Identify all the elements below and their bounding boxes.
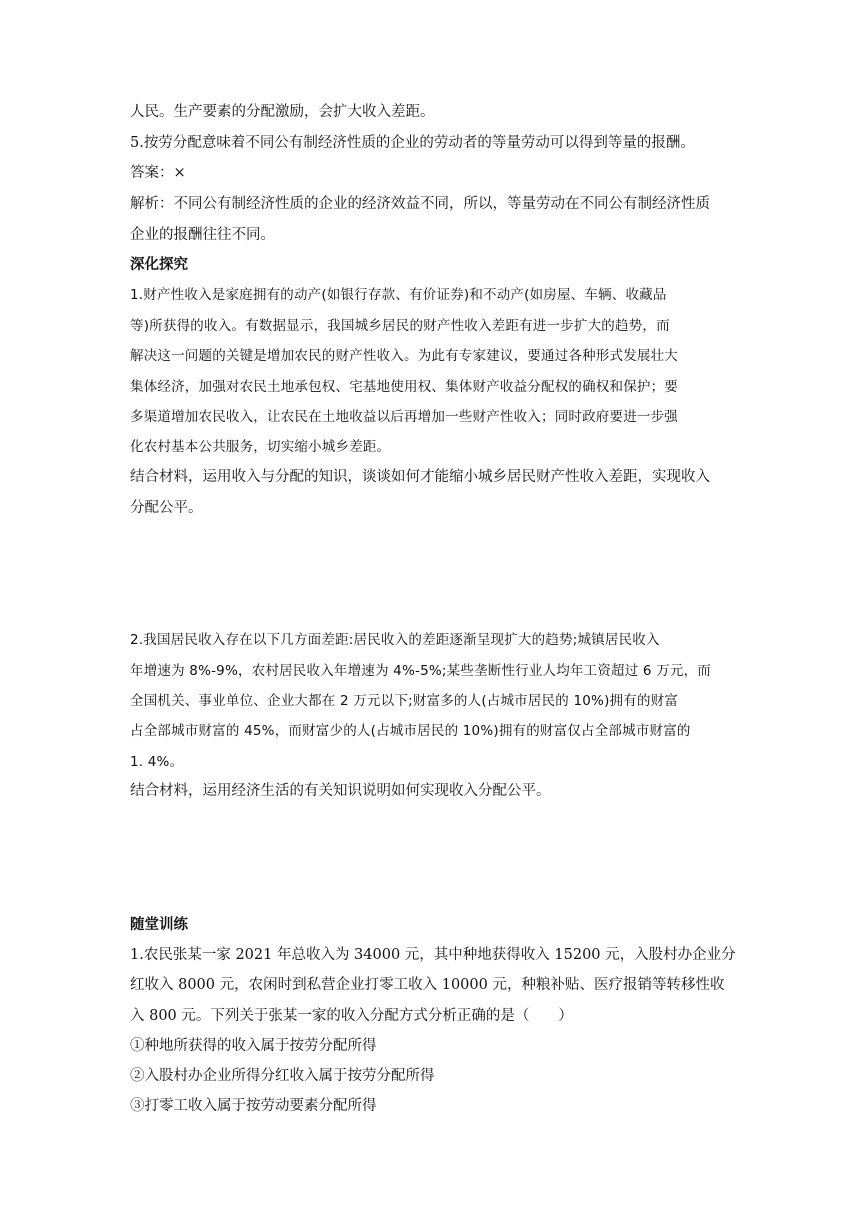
section-heading-deep: 深化探究 [130,257,188,273]
deep-q1-line: 集体经济，加强对农民土地承包权、宅基地使用权、集体财产收益分配权的确权和保护；要 [130,379,678,395]
question-5: 5.按劳分配意味着不同公有制经济性质的企业的劳动者的等量劳动可以得到等量的报酬。 [130,135,695,151]
option-item: ①种地所获得的收入属于按劳分配所得 [130,1038,377,1054]
deep-q2-line: 占全部城市财富的 45%，而财富少的人(占城市居民的 10%)拥有的财富仅占全部城市财富的 [130,723,691,739]
practice-q1-line: 入 800 元。下列关于张某一家的收入分配方式分析正确的是（ ） [130,1008,573,1024]
deep-q1-line: 多渠道增加农民收入，让农民在土地收益以后再增加一些财产性收入；同时政府要进一步强 [130,409,678,425]
deep-q1-line: 1.财产性收入是家庭拥有的动产(如银行存款、有价证券)和不动产(如房屋、车辆、收藏品 [130,287,667,303]
deep-q1-prompt: 结合材料，运用收入与分配的知识，谈谈如何才能缩小城乡居民财产性收入差距，实现收入 [130,469,710,485]
analysis-line: 企业的报酬往往不同。 [130,227,275,243]
option-item: ③打零工收入属于按劳动要素分配所得 [130,1098,377,1114]
paragraph-line: 人民。生产要素的分配激励，会扩大收入差距。 [130,104,435,120]
deep-q2-prompt: 结合材料，运用经济生活的有关知识说明如何实现收入分配公平。 [130,783,551,799]
deep-q1-prompt: 分配公平。 [130,500,203,516]
deep-q1-line: 等)所获得的收入。有数据显示，我国城乡居民的财产性收入差距有进一步扩大的趋势，而 [130,318,670,334]
deep-q1-line: 化农村基本公共服务，切实缩小城乡差距。 [130,439,391,455]
deep-q1-line: 解决这一问题的关键是增加农民的财产性收入。为此有专家建议，要通过各种形式发展壮大 [130,348,678,364]
practice-q1-line: 1.农民张某一家 2021 年总收入为 34000 元，其中种地获得收入 15200 元，入股村办企业分 [130,947,736,963]
section-heading-practice: 随堂训练 [130,917,188,933]
answer-line: 答案：× [130,165,186,181]
deep-q2-line: 年增速为 8%-9%，农村居民收入年增速为 4%-5%;某些垄断性行业人均年工资超过 6 万元，而 [130,663,712,679]
deep-q2-line: 1. 4%。 [130,754,184,770]
deep-q2-line: 全国机关、事业单位、企业大都在 2 万元以下;财富多的人(占城市居民的 10%)拥有的财富 [130,693,679,709]
option-item: ②入股村办企业所得分红收入属于按劳分配所得 [130,1068,435,1084]
practice-q1-line: 红收入 8000 元，农闲时到私营企业打零工收入 10000 元，种粮补贴、医疗报销等转移性收 [130,977,725,993]
deep-q2-line: 2.我国居民收入存在以下几方面差距:居民收入的差距逐渐呈现扩大的趋势;城镇居民收入 [130,632,660,648]
analysis-line: 解析：不同公有制经济性质的企业的经济效益不同，所以，等量劳动在不同公有制经济性质 [130,196,710,212]
